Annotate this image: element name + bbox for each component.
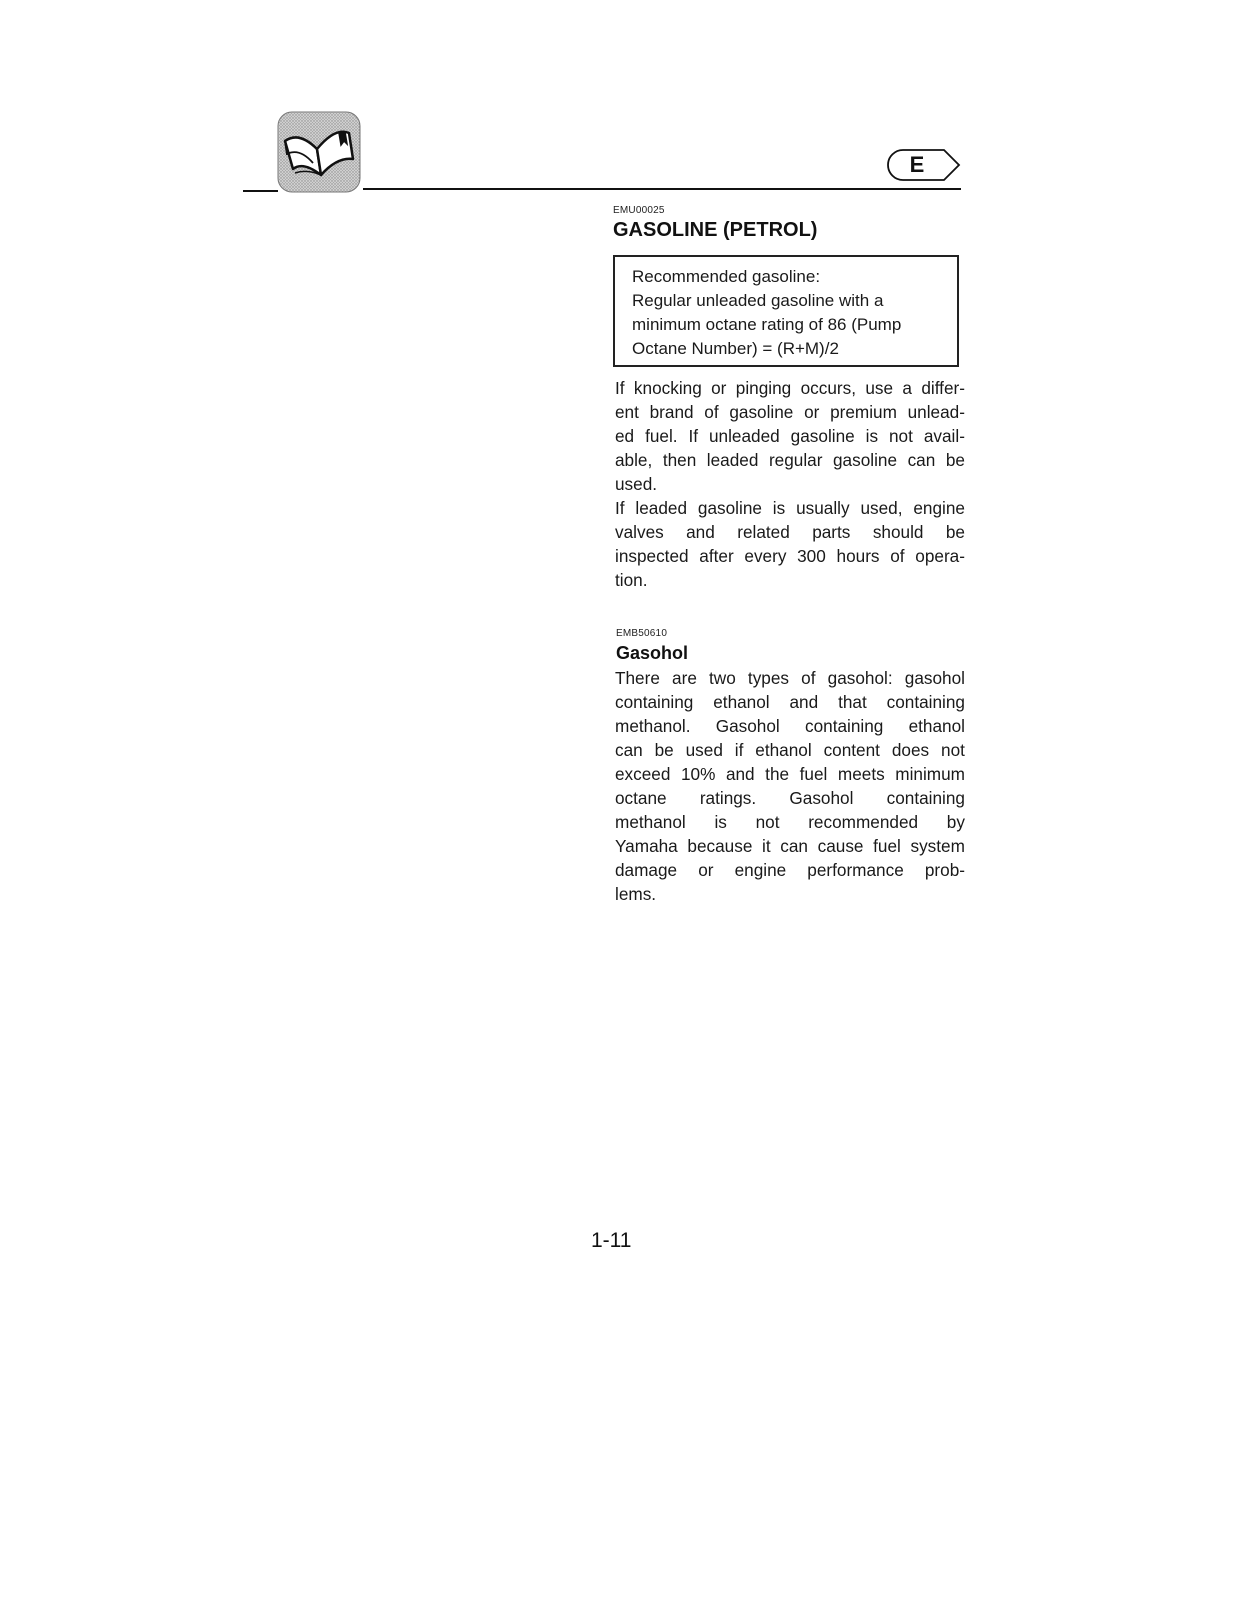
text-line: There are two types of gasohol: gasohol bbox=[615, 668, 965, 688]
text-line: methanol. Gasohol containing ethanol bbox=[615, 716, 965, 736]
text-line: If leaded gasoline is usually used, engine bbox=[615, 498, 965, 518]
section-title: GASOLINE (PETROL) bbox=[613, 219, 818, 241]
paragraph-knocking bbox=[615, 376, 965, 496]
page-number: 1-11 bbox=[591, 1229, 632, 1252]
subsection-code: EMB50610 bbox=[616, 628, 668, 639]
text-line: If knocking or pinging occurs, use a differ- bbox=[615, 378, 965, 398]
recommended-gasoline-box bbox=[613, 255, 959, 367]
text-line: exceed 10% and the fuel meets minimum bbox=[615, 764, 965, 784]
header-rule-left bbox=[243, 190, 278, 192]
text-line: lems. bbox=[615, 884, 657, 904]
spec-line: Regular unleaded gasoline with a bbox=[632, 291, 884, 310]
paragraph-leaded-gasoline bbox=[615, 496, 965, 592]
text-line: tion. bbox=[615, 570, 648, 590]
spec-line: Octane Number) = (R+M)/2 bbox=[632, 339, 839, 358]
open-book-icon bbox=[277, 111, 361, 193]
language-badge bbox=[886, 148, 961, 182]
section-code: EMU00025 bbox=[613, 205, 665, 216]
text-line: ed fuel. If unleaded gasoline is not avail- bbox=[615, 426, 965, 446]
spec-line: Recommended gasoline: bbox=[632, 267, 821, 286]
text-line: containing ethanol and that containing bbox=[615, 692, 965, 712]
text-line: inspected after every 300 hours of opera- bbox=[615, 546, 965, 566]
subsection-title: Gasohol bbox=[616, 643, 689, 663]
text-line: valves and related parts should be bbox=[615, 522, 965, 542]
text-line: methanol is not recommended by bbox=[615, 812, 965, 832]
text-line: octane ratings. Gasohol containing bbox=[615, 788, 965, 808]
header-rule bbox=[363, 188, 961, 190]
text-line: damage or engine performance prob- bbox=[615, 860, 965, 880]
text-line: can be used if ethanol content does not bbox=[615, 740, 965, 760]
text-line: able, then leaded regular gasoline can be bbox=[615, 450, 965, 470]
spec-line: minimum octane rating of 86 (Pump bbox=[632, 315, 902, 334]
text-line: ent brand of gasoline or premium unlead- bbox=[615, 402, 965, 422]
text-line: used. bbox=[615, 474, 658, 494]
paragraph-gasohol bbox=[615, 666, 965, 906]
text-line: Yamaha because it can cause fuel system bbox=[615, 836, 965, 856]
language-badge-label: E bbox=[909, 152, 925, 177]
